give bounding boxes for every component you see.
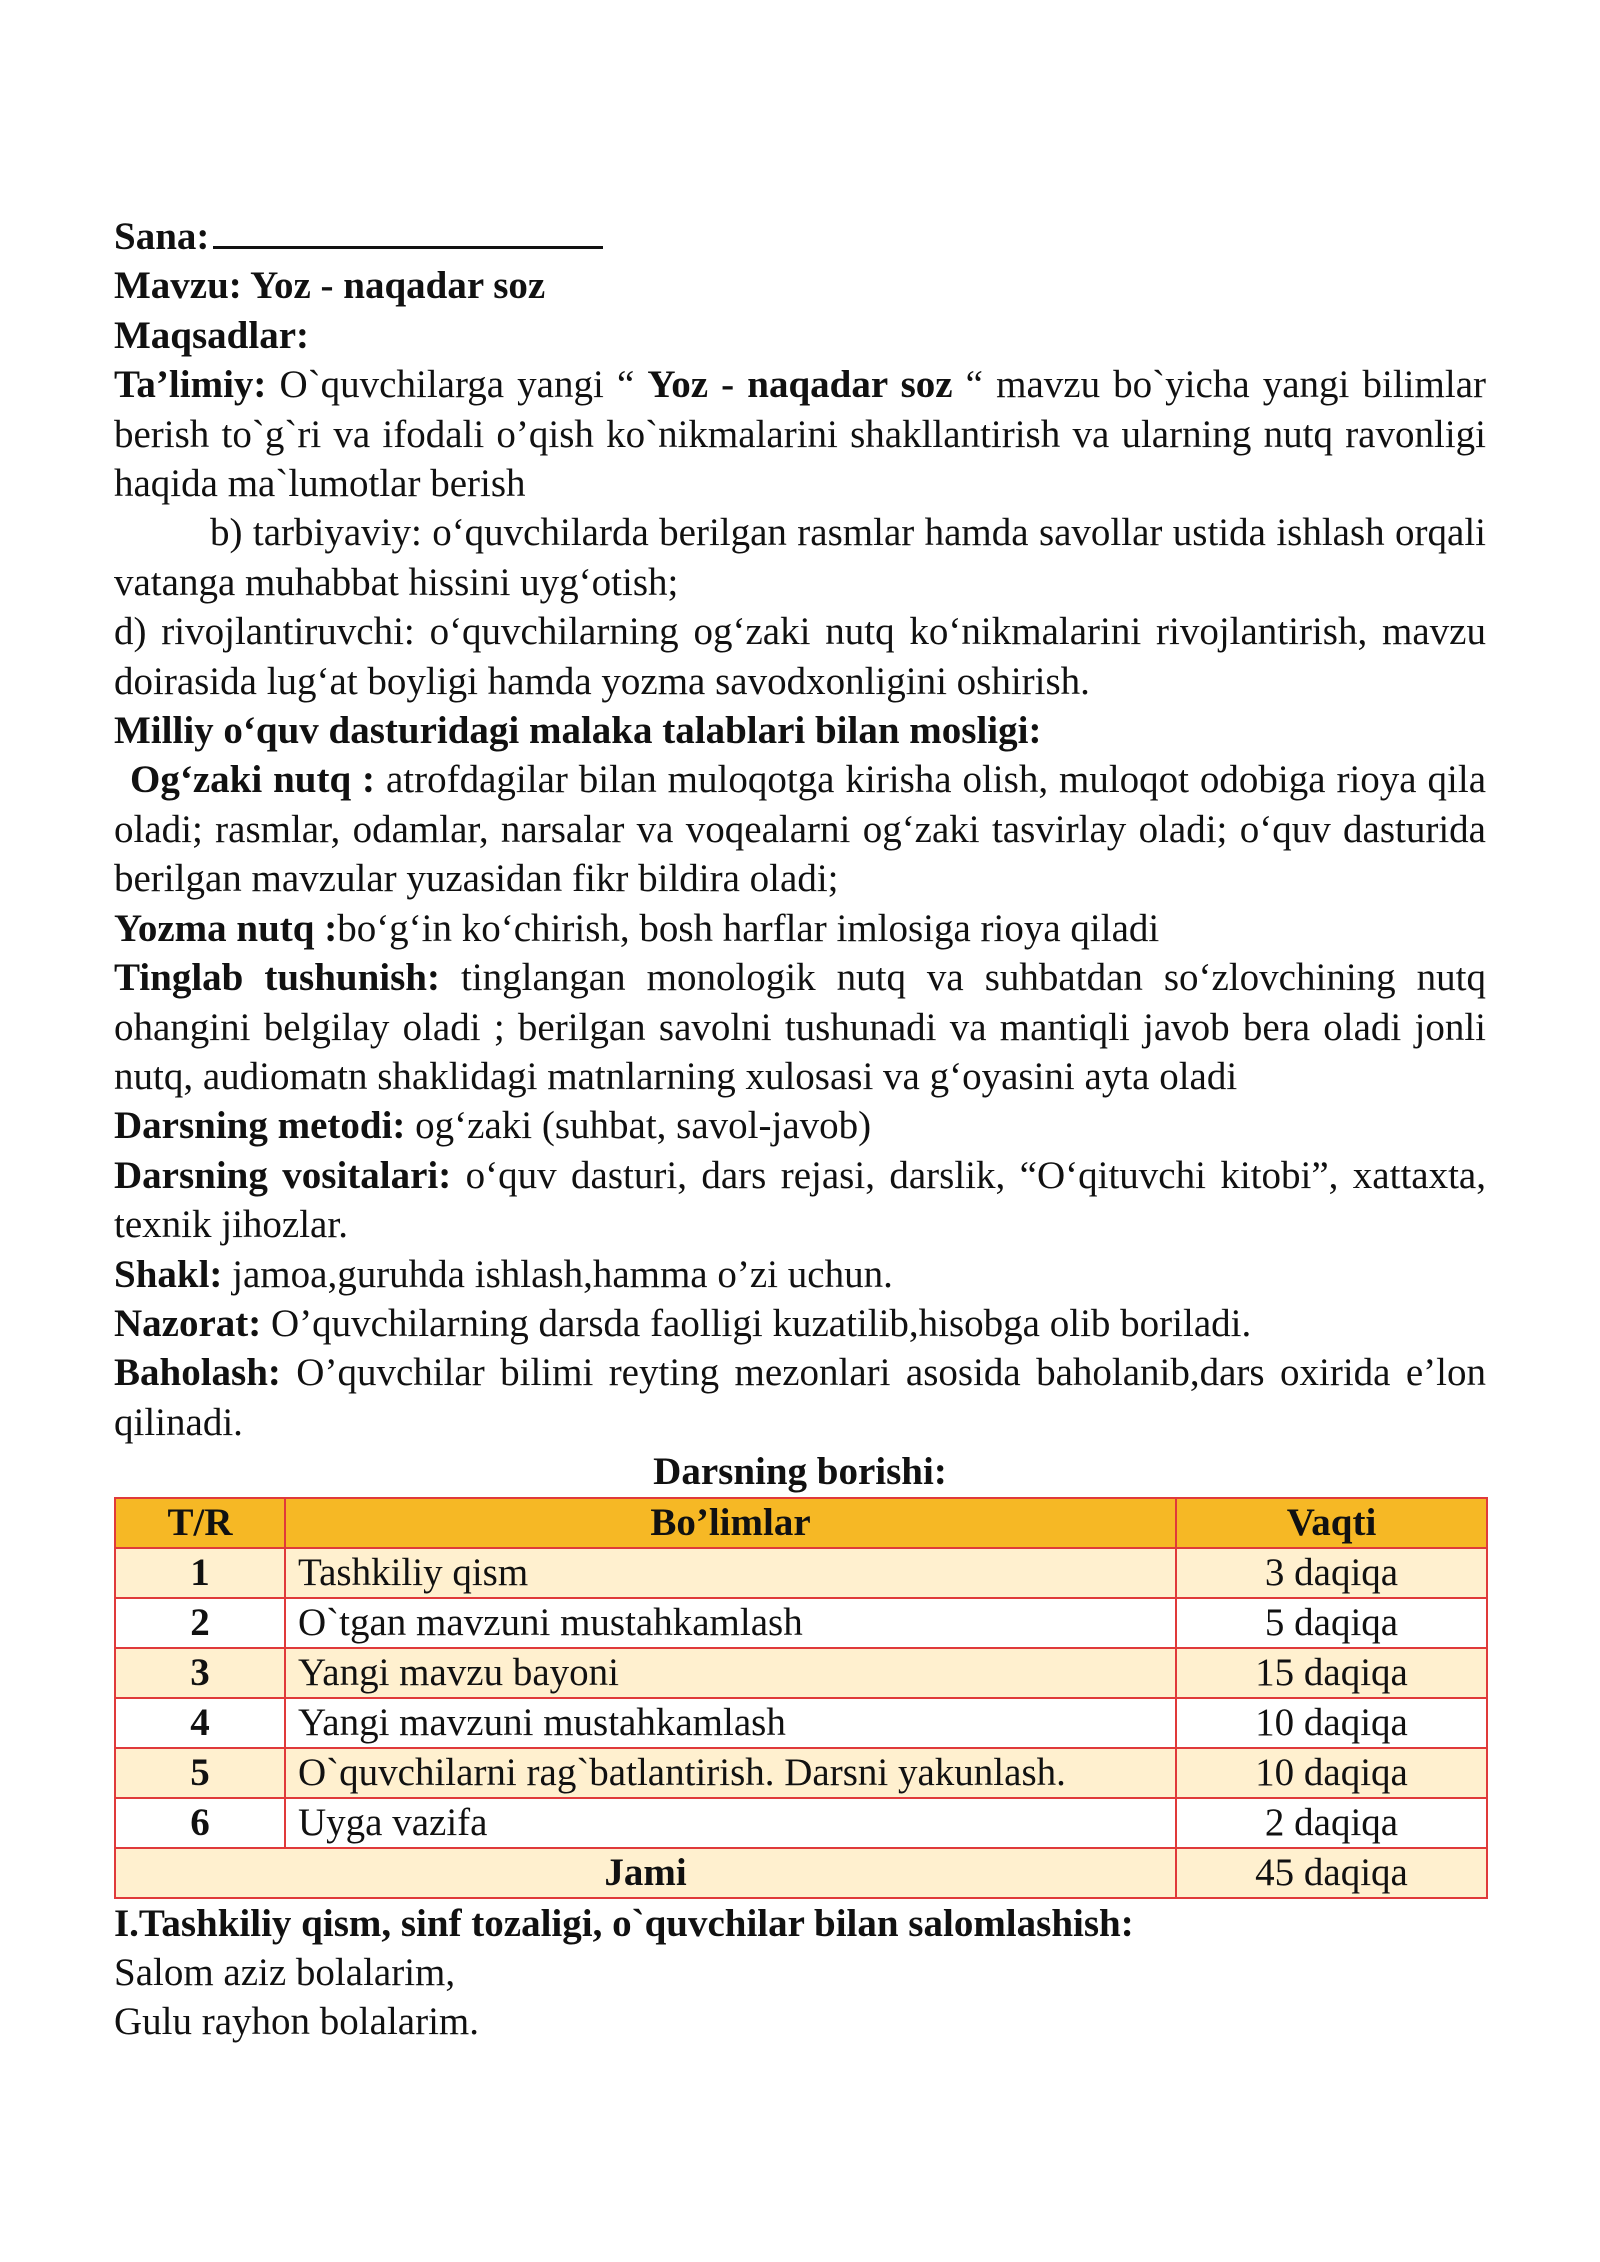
header-tr: T/R	[115, 1498, 285, 1548]
mavzu-line	[114, 261, 1486, 310]
row-section: Yangi mavzuni mustahkamlash	[285, 1698, 1176, 1748]
lesson-plan-page	[114, 212, 1486, 2047]
header-sections: Bo’limlar	[285, 1498, 1176, 1548]
ogzaki-label: Og‘zaki nutq :	[130, 758, 376, 802]
row-section: Uyga vazifa	[285, 1798, 1176, 1848]
tinglab-label: Tinglab tushunish:	[114, 956, 440, 1000]
row-number: 2	[115, 1598, 285, 1648]
table-row	[115, 1548, 1487, 1598]
row-number: 3	[115, 1648, 285, 1698]
row-time: 3 daqiqa	[1176, 1548, 1487, 1598]
lesson-schedule-table	[114, 1497, 1488, 1899]
talimiy-text-2: “ mavzu bo`yicha yangi bilimlar berish to`g`ri va ifodali o’qish ko`nikmalarini shakllantirish va ularning nutq ravonligi haqida ma`lumotlar berish	[114, 363, 1486, 506]
closing-heading-text: I.Tashkiliy qism, sinf tozaligi, o`quvchilar bilan salomlashish:	[114, 1901, 1134, 1945]
baholash-paragraph	[114, 1348, 1486, 1447]
row-time: 2 daqiqa	[1176, 1798, 1487, 1848]
yozma-paragraph	[114, 904, 1486, 953]
mavzu-label: Mavzu:	[114, 264, 242, 308]
shakl-paragraph	[114, 1250, 1486, 1299]
row-time: 15 daqiqa	[1176, 1648, 1487, 1698]
nazorat-paragraph	[114, 1299, 1486, 1348]
header-time: Vaqti	[1176, 1498, 1487, 1548]
tinglab-text: tinglangan monologik nutq va suhbatdan so‘zlovchining nutq ohangini belgilay oladi ; berilgan savolni tushunadi va mantiqli javob bera oladi jonli nutq, audiomatn shaklidagi matnlarning xulosasi va g‘oyasini ayta oladi	[114, 956, 1486, 1098]
metod-paragraph	[114, 1101, 1486, 1150]
maqsadlar-label: Maqsadlar:	[114, 313, 309, 357]
row-section: Tashkiliy qism	[285, 1548, 1176, 1598]
ogzaki-text: atrofdagilar bilan muloqotga kirisha olish, muloqot odobiga rioya qila oladi; rasmlar, odamlar, narsalar va voqealarni og‘zaki tasvirlay oladi; o‘quv dasturida berilgan mavzular yuzasidan fikr bildira oladi;	[114, 758, 1486, 901]
row-time: 5 daqiqa	[1176, 1598, 1487, 1648]
nazorat-label: Nazorat:	[114, 1301, 262, 1345]
total-label: Jami	[115, 1848, 1176, 1898]
talimiy-topic: Yoz - naqadar soz	[647, 363, 953, 407]
row-number: 6	[115, 1798, 285, 1848]
row-number: 1	[115, 1548, 285, 1598]
shakl-text: jamoa,guruhda ishlash,hamma o’zi uchun.	[222, 1252, 893, 1296]
total-time: 45 daqiqa	[1176, 1848, 1487, 1898]
row-section: O`quvchilarni rag`batlantirish. Darsni yakunlash.	[285, 1748, 1176, 1798]
row-time: 10 daqiqa	[1176, 1748, 1487, 1798]
talimiy-text-1: O`quvchilarga yangi “	[266, 363, 648, 407]
standards-heading	[114, 706, 1486, 755]
ogzaki-paragraph	[114, 755, 1486, 903]
sana-blank	[213, 216, 603, 249]
vosita-label: Darsning vositalari:	[114, 1153, 452, 1197]
tarbiyaviy-paragraph: b) tarbiyaviy: o‘quvchilarda berilgan rasmlar hamda savollar ustida ishlash orqali vatanga muhabbat hissini uyg‘otish;	[114, 511, 1486, 604]
metod-text: og‘zaki (suhbat, savol-javob)	[405, 1104, 872, 1148]
row-time: 10 daqiqa	[1176, 1698, 1487, 1748]
rivojlantiruvchi-paragraph: d) rivojlantiruvchi: o‘quvchilarning og‘zaki nutq ko‘nikmalarini rivojlantirish, mavzu doirasida lug‘at boyligi hamda yozma savodxonligini oshirish.	[114, 610, 1486, 703]
closing-line-1: Salom aziz bolalarim,	[114, 1950, 456, 1994]
talimiy-paragraph	[114, 360, 1486, 508]
table-header-row	[115, 1498, 1487, 1548]
table-row	[115, 1798, 1487, 1848]
table-row	[115, 1648, 1487, 1698]
sana-line	[114, 212, 1486, 261]
talimiy-label: Ta’limiy:	[114, 363, 267, 407]
baholash-text: O’quvchilar bilimi reyting mezonlari asosida baholanib,dars oxirida e’lon qilinadi.	[114, 1351, 1486, 1444]
table-row	[115, 1748, 1487, 1798]
yozma-text: bo‘g‘in ko‘chirish, bosh harflar imlosiga rioya qiladi	[337, 906, 1160, 950]
closing-line-2: Gulu rayhon bolalarim.	[114, 2000, 479, 2044]
table-row	[115, 1598, 1487, 1648]
standards-heading-text: Milliy o‘quv dasturidagi malaka talablari bilan mosligi:	[114, 709, 1042, 753]
metod-label: Darsning metodi:	[114, 1104, 406, 1148]
nazorat-text: O’quvchilarning darsda faolligi kuzatilib,hisobga olib boriladi.	[261, 1301, 1252, 1345]
table-title	[114, 1447, 1486, 1496]
mavzu-value: Yoz - naqadar soz	[250, 264, 546, 308]
row-section: Yangi mavzu bayoni	[285, 1648, 1176, 1698]
tinglab-paragraph	[114, 953, 1486, 1101]
table-total-row	[115, 1848, 1487, 1898]
vosita-text: o‘quv dasturi, dars rejasi, darslik, “O‘qituvchi kitobi”, xattaxta, texnik jihozlar.	[114, 1153, 1486, 1247]
row-number: 4	[115, 1698, 285, 1748]
table-title-text: Darsning borishi:	[653, 1450, 947, 1494]
row-section: O`tgan mavzuni mustahkamlash	[285, 1598, 1176, 1648]
table-row	[115, 1698, 1487, 1748]
maqsadlar-heading	[114, 311, 1486, 360]
vosita-paragraph	[114, 1151, 1486, 1250]
shakl-label: Shakl:	[114, 1252, 223, 1296]
row-number: 5	[115, 1748, 285, 1798]
closing-heading	[114, 1899, 1486, 1948]
sana-label: Sana:	[114, 215, 210, 258]
baholash-label: Baholash:	[114, 1351, 281, 1395]
yozma-label: Yozma nutq :	[114, 906, 338, 950]
